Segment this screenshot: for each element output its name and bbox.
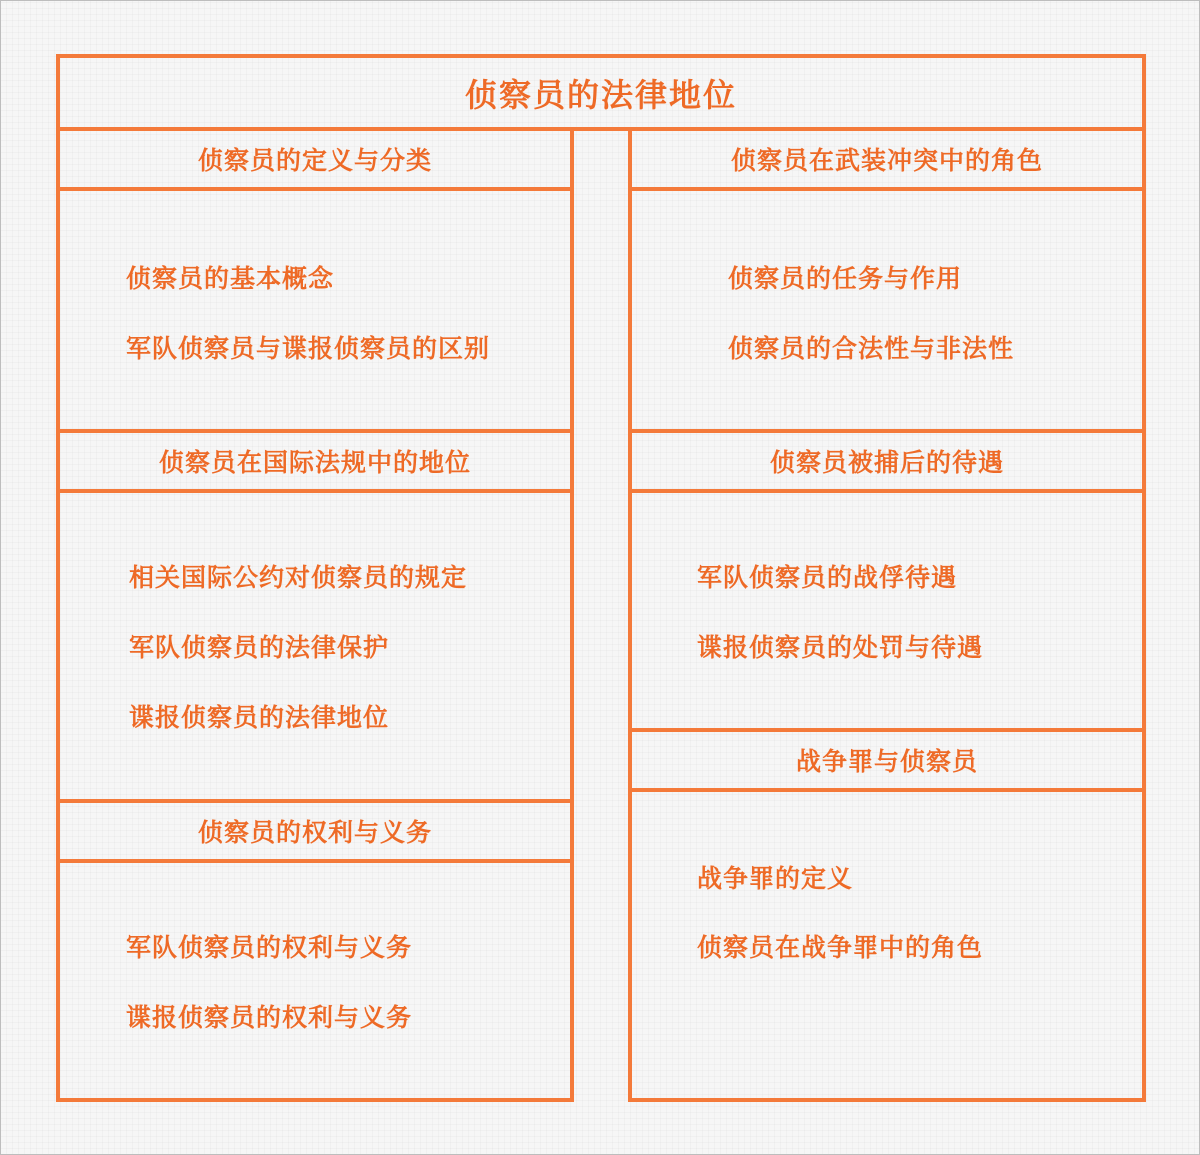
section-header-rights: 侦察员的权利与义务 xyxy=(56,799,574,863)
list-item: 军队侦察员的法律保护 xyxy=(129,633,390,662)
list-item: 侦察员的基本概念 xyxy=(126,264,335,293)
diagram-title: 侦察员的法律地位 xyxy=(56,54,1146,131)
list-item: 军队侦察员的权利与义务 xyxy=(126,933,413,962)
list-item: 谍报侦察员的权利与义务 xyxy=(126,1003,413,1032)
list-item: 军队侦察员的战俘待遇 xyxy=(697,563,958,592)
list-item: 谍报侦察员的处罚与待遇 xyxy=(697,633,984,662)
list-item: 军队侦察员与谍报侦察员的区别 xyxy=(126,334,491,363)
section-header-definition: 侦察员的定义与分类 xyxy=(56,127,574,191)
section-header-armed-conflict: 侦察员在武装冲突中的角色 xyxy=(628,127,1146,191)
list-item: 侦察员的任务与作用 xyxy=(728,264,963,293)
list-item: 侦察员的合法性与非法性 xyxy=(728,334,1015,363)
list-item: 相关国际公约对侦察员的规定 xyxy=(129,563,468,592)
list-item: 战争罪的定义 xyxy=(697,864,854,893)
section-body-definition xyxy=(56,187,574,433)
list-item: 侦察员在战争罪中的角色 xyxy=(697,933,984,962)
section-body-rights xyxy=(56,859,574,1102)
section-header-war-crimes: 战争罪与侦察员 xyxy=(628,728,1146,792)
section-header-capture: 侦察员被捕后的待遇 xyxy=(628,429,1146,493)
section-body-capture xyxy=(628,489,1146,732)
list-item: 谍报侦察员的法律地位 xyxy=(129,703,390,732)
section-body-armed-conflict xyxy=(628,187,1146,433)
section-header-international-law: 侦察员在国际法规中的地位 xyxy=(56,429,574,493)
